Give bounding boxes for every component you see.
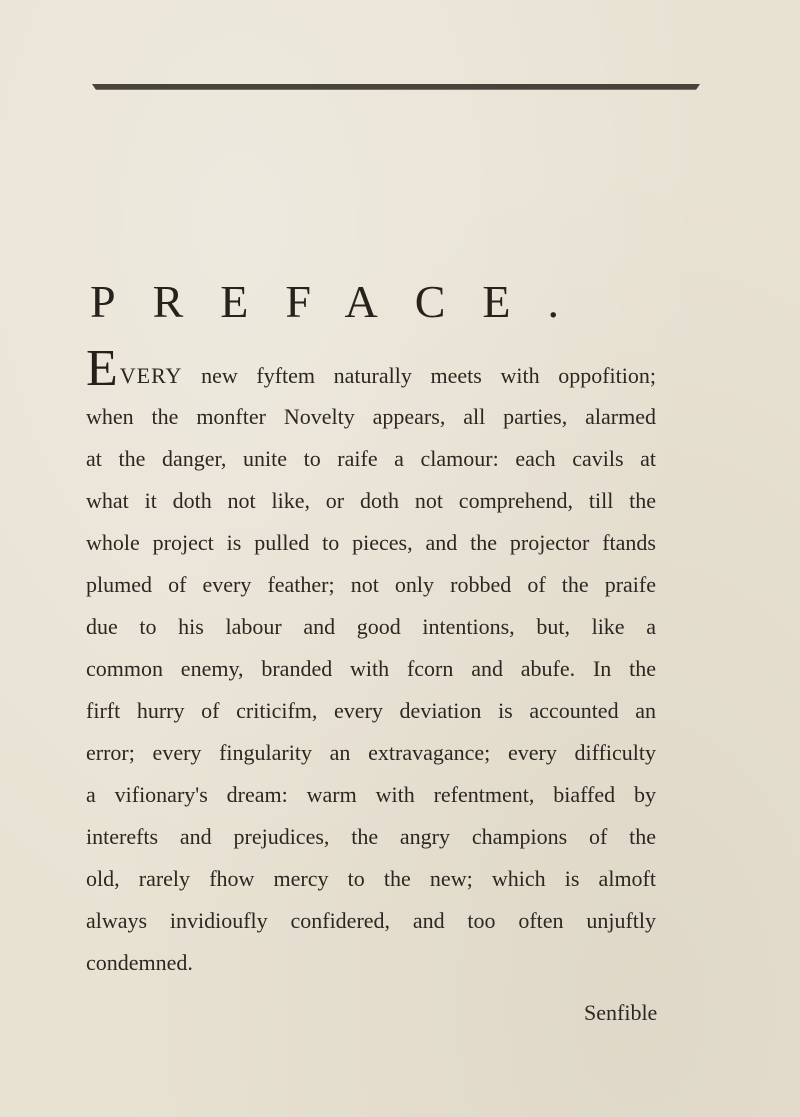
paragraph-line: [86, 340, 656, 397]
paragraph-line: a vifionary's dream: warm with refentment, biaffed by: [86, 782, 656, 807]
paragraph-line: always invidioufly confidered, and too often unjuftly: [86, 908, 656, 933]
paragraph-line: due to his labour and good intentions, but, like a: [86, 614, 656, 639]
paragraph-line: what it doth not like, or doth not comprehend, till the: [86, 488, 656, 513]
paragraph-line: when the monfter Novelty appears, all parties, alarmed: [86, 404, 656, 429]
first-word-rest: VERY: [119, 363, 183, 388]
paragraph-line: at the danger, unite to raife a clamour: each cavils at: [86, 446, 656, 471]
paragraph-line: old, rarely fhow mercy to the new; which is almoft: [86, 866, 656, 891]
paragraph-line: condemned.: [86, 950, 193, 975]
paragraph-line: interefts and prejudices, the angry champions of the: [86, 824, 656, 849]
paragraph-line: whole project is pulled to pieces, and the projector ftands: [86, 530, 656, 555]
drop-cap: E: [86, 340, 118, 397]
page-title: PREFACE.: [90, 276, 597, 327]
paragraph-line: plumed of every feather; not only robbed of the praife: [86, 572, 656, 597]
header-rule: [92, 84, 700, 93]
catchword: Senfible: [584, 1000, 658, 1025]
paragraph-line: firft hurry of criticifm, every deviation is accounted an: [86, 698, 656, 723]
preface-paragraph: [86, 340, 656, 984]
first-line-text: new fyftem naturally meets with oppofition;: [201, 363, 656, 388]
paragraph-line: error; every fingularity an extravagance; every difficulty: [86, 740, 656, 765]
paragraph-line: common enemy, branded with fcorn and abufe. In the: [86, 656, 656, 681]
